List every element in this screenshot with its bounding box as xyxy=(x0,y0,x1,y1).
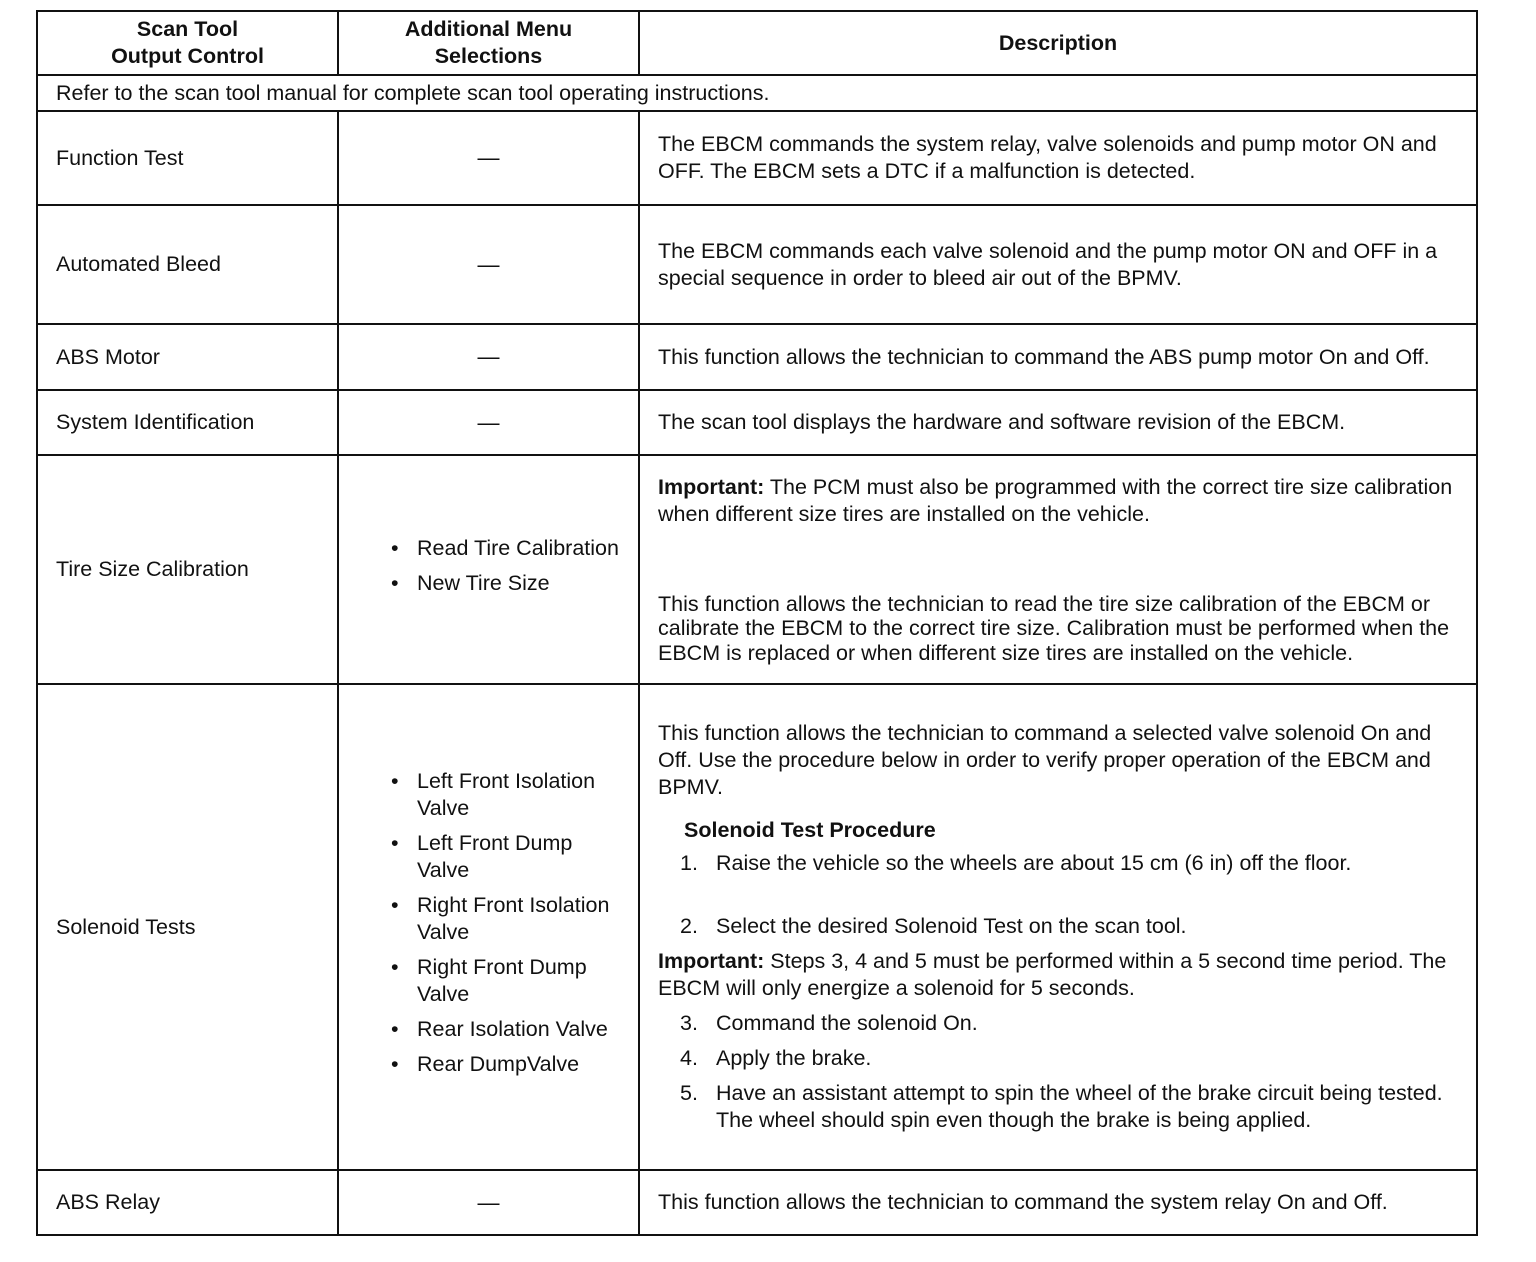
control-name: System Identification xyxy=(37,390,338,455)
selection-list xyxy=(357,768,620,1078)
list-item: • New Tire Size xyxy=(391,570,620,597)
dash-text: — xyxy=(477,251,500,277)
description-text: This function allows the technician to command the ABS pump motor On and Off. xyxy=(639,324,1477,390)
note-row xyxy=(37,75,1477,111)
header-scan-tool-output-control xyxy=(37,11,338,75)
table-row-abs-relay xyxy=(37,1170,1477,1235)
table-row-abs-motor xyxy=(37,324,1477,390)
dash-text: — xyxy=(477,344,500,369)
selection-dash xyxy=(338,205,639,324)
list-item xyxy=(680,850,1458,877)
important-text: Steps 3, 4 and 5 must be performed within a 5 second time period. The EBCM will only energize a solenoid for 5 seconds. xyxy=(658,949,1447,1000)
selection-list xyxy=(357,535,620,597)
step-number: 2. xyxy=(680,914,698,938)
procedure-title: Solenoid Test Procedure xyxy=(684,818,936,842)
selection-dash xyxy=(338,111,639,205)
table-row-tire-size-calibration xyxy=(37,455,1477,684)
control-name: Solenoid Tests xyxy=(37,684,338,1170)
list-item: • Rear Isolation Valve xyxy=(391,1016,620,1043)
header-col1-line2: Output Control xyxy=(111,44,264,68)
control-name: Tire Size Calibration xyxy=(37,455,338,684)
control-name: ABS Relay xyxy=(37,1170,338,1235)
important-text: The PCM must also be programmed with the correct tire size calibration when different size tires are installed on the vehicle. xyxy=(658,474,1453,526)
step-text: Apply the brake. xyxy=(716,1046,872,1070)
description-text: The EBCM commands the system relay, valve solenoids and pump motor ON and OFF. The EBCM sets a DTC if a malfunction is detected. xyxy=(639,111,1477,205)
step-number: 4. xyxy=(680,1046,698,1070)
list-item: • Read Tire Calibration xyxy=(391,535,620,562)
list-item: • Rear DumpValve xyxy=(391,1051,620,1078)
selection-dash xyxy=(338,390,639,455)
header-col2-line2: Selections xyxy=(434,44,543,68)
step-number: 1. xyxy=(680,851,698,875)
step-text: Select the desired Solenoid Test on the scan tool. xyxy=(716,914,1187,938)
table-row-system-identification xyxy=(37,390,1477,455)
list-item xyxy=(680,913,1458,940)
description-text: The EBCM commands each valve solenoid and the pump motor ON and OFF in a special sequence in order to bleed air out of the BPMV. xyxy=(639,205,1477,324)
table-row-function-test xyxy=(37,111,1477,205)
header-row xyxy=(37,11,1477,75)
selections-cell xyxy=(338,684,639,1170)
control-name: ABS Motor xyxy=(37,324,338,390)
description-cell xyxy=(639,455,1477,684)
control-name: Function Test xyxy=(37,111,338,205)
list-item xyxy=(680,1045,1458,1072)
selection-dash xyxy=(338,1170,639,1235)
list-item xyxy=(680,1010,1458,1037)
list-item: • Left Front Isolation Valve xyxy=(391,768,620,822)
procedure-steps xyxy=(658,1010,1458,1134)
header-col2-line1: Additional Menu xyxy=(404,17,573,41)
header-col1-line1: Scan Tool xyxy=(136,17,239,41)
list-item: • Left Front Dump Valve xyxy=(391,830,620,884)
important-note xyxy=(658,474,1458,528)
table-row-solenoid-tests xyxy=(37,684,1477,1170)
dash-text: — xyxy=(477,145,500,170)
header-description: Description xyxy=(639,11,1477,75)
important-label: Important: xyxy=(658,474,765,499)
dash-text: — xyxy=(477,1189,500,1215)
description-cell xyxy=(639,684,1477,1170)
description-text: This function allows the technician to read the tire size calibration of the EBCM or calibrate the EBCM to the correct tire size. Calibration must be performed when the EBCM is replaced or when different size tires are installed on the vehicle. xyxy=(658,591,1450,665)
step-number: 5. xyxy=(680,1081,698,1105)
procedure-steps xyxy=(658,850,1458,940)
description-text: This function allows the technician to command the system relay On and Off. xyxy=(639,1170,1477,1235)
important-note xyxy=(658,948,1458,1002)
step-text: Raise the vehicle so the wheels are about 15 cm (6 in) off the floor. xyxy=(716,851,1352,875)
selection-dash xyxy=(338,324,639,390)
table-row-automated-bleed xyxy=(37,205,1477,324)
dash-text: — xyxy=(477,409,500,435)
list-item: • Right Front Dump Valve xyxy=(391,954,620,1008)
description-text: This function allows the technician to command a selected valve solenoid On and Off. Use the procedure below in order to verify proper operation of the EBCM and BPMV. xyxy=(658,721,1432,799)
list-item: • Right Front Isolation Valve xyxy=(391,892,620,946)
step-text: Command the solenoid On. xyxy=(716,1011,978,1035)
list-item xyxy=(680,1080,1458,1134)
header-additional-menu-selections xyxy=(338,11,639,75)
step-text: Have an assistant attempt to spin the wheel of the brake circuit being tested. The wheel should spin even though the brake is being applied. xyxy=(716,1081,1443,1132)
step-number: 3. xyxy=(680,1011,698,1035)
note-text: Refer to the scan tool manual for complete scan tool operating instructions. xyxy=(37,75,1477,111)
selections-cell xyxy=(338,455,639,684)
important-label: Important: xyxy=(658,949,765,973)
description-text: The scan tool displays the hardware and software revision of the EBCM. xyxy=(639,390,1477,455)
scan-tool-output-table xyxy=(36,10,1478,1236)
control-name: Automated Bleed xyxy=(37,205,338,324)
